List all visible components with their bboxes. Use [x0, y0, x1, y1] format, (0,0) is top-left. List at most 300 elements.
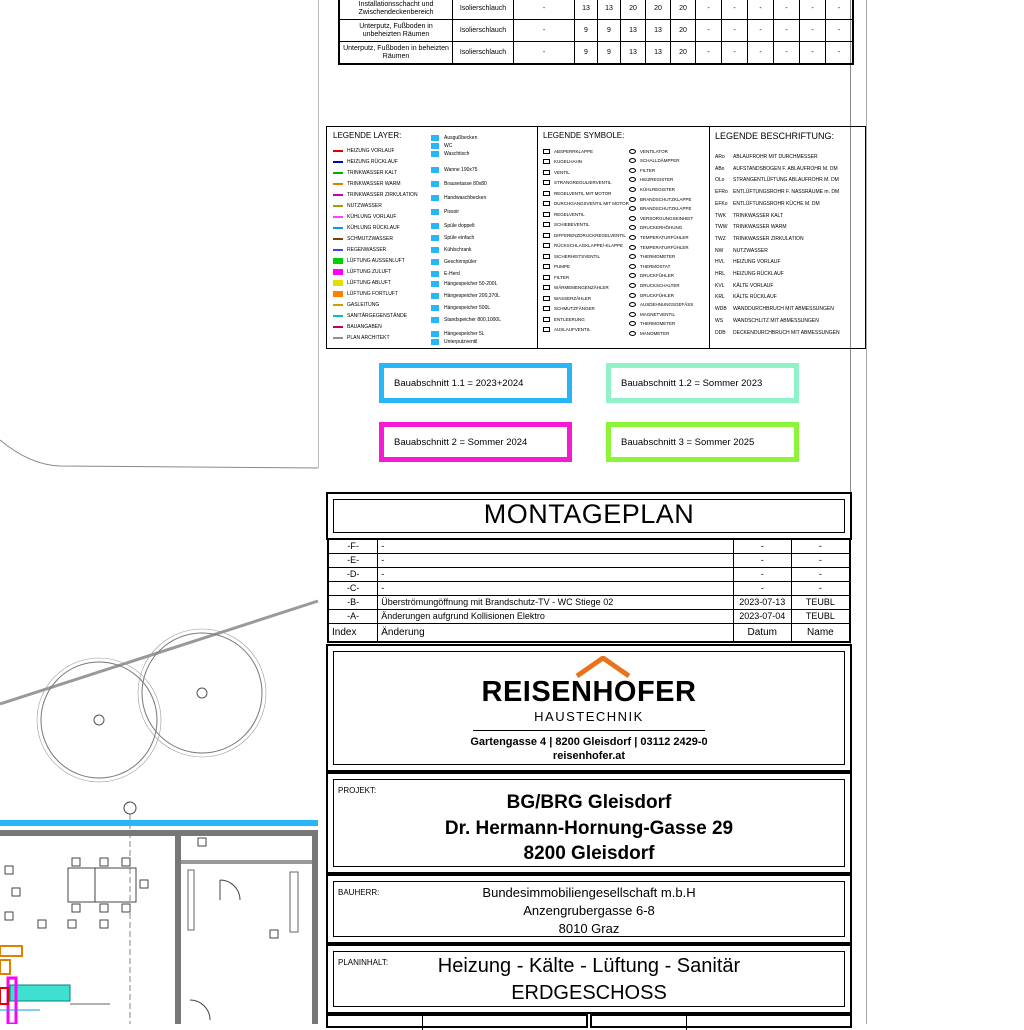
legend-label-text: ENTLÜFTUNGSROHR KÜCHE M. DM: [733, 200, 820, 207]
revision-change: -: [378, 539, 734, 554]
legend-symbol-item: [629, 243, 689, 251]
content-box: [326, 944, 852, 1014]
layer-line-swatch: [333, 269, 343, 275]
legend-object-label: Unterputzventil: [444, 339, 478, 345]
legend-object-item: [431, 291, 500, 301]
legend-object-label: Hängespeicher 500L: [444, 305, 491, 311]
legend-object-item: [431, 269, 460, 279]
legend-label-text: AUFSTANDSBOGEN F. ABLAUFROHR M. DM: [733, 165, 838, 172]
legend-object-item: [431, 279, 497, 289]
insulation-cell-value: 13: [621, 20, 646, 42]
legend-symbol-item: [543, 158, 582, 166]
legend-object-label: Hängespeicher 200,370L: [444, 293, 500, 299]
phase-2-box: [379, 422, 572, 462]
legend-symbol-item: [629, 281, 680, 289]
legend-symbol-label: ENTLEERUNG: [554, 316, 585, 322]
legend-symbol-label: MANOMETER: [640, 330, 670, 336]
legend-object-item: [431, 179, 487, 189]
revision-date: -: [733, 539, 791, 554]
legend-layer-item: [333, 213, 396, 221]
legend-symbol-label: FILTER: [640, 167, 656, 173]
symbol-icon: [543, 149, 550, 154]
client-box: [326, 874, 852, 944]
legend-layer-label: SANITÄRGEGENSTÄNDE: [347, 313, 408, 319]
legend-object-label: Wanne 190x75: [444, 167, 478, 173]
legend-symbol-item: [543, 305, 595, 313]
symbol-icon: [629, 283, 636, 288]
revision-change: -: [378, 568, 734, 582]
layer-line-swatch: [333, 172, 343, 174]
symbol-icon: [543, 191, 550, 196]
insulation-cell-material: Isolierschlauch: [453, 20, 514, 42]
insulation-cell-value: 13: [621, 42, 646, 65]
revision-row: [328, 610, 850, 624]
sheet-divider: [318, 0, 319, 468]
legend-symbol-label: SICHERHEITSVENTIL: [554, 253, 601, 259]
legend-symbol-item: [543, 315, 585, 323]
symbol-icon: [629, 264, 636, 269]
legend-symbol-label: REGELVENTIL MIT MOTOR: [554, 190, 612, 196]
phase-3-box: [606, 422, 799, 462]
revision-header-row: [328, 624, 850, 643]
legend-layer-label: HEIZUNG RÜCKLAUF: [347, 159, 398, 165]
legend-layer-title: LEGENDE LAYER:: [333, 131, 402, 140]
symbol-icon: [543, 212, 550, 217]
insulation-cell-value: 9: [598, 20, 621, 42]
insulation-cell-dash: -: [514, 0, 575, 20]
legend-layer-item: [333, 312, 407, 320]
insulation-cell-desc: Unterputz, Fußboden in unbeheizten Räumen: [339, 20, 453, 42]
legend-label-code: KVL: [715, 282, 725, 289]
legend-layer-label: BAUANGABEN: [347, 324, 382, 330]
fixture-icon: [431, 195, 439, 201]
revision-change: -: [378, 554, 734, 568]
company-address: Gartengasse 4 | 8200 Gleisdorf | 03112 2429-0: [470, 736, 708, 748]
legend-symbol-label: FILTER: [554, 274, 570, 280]
legend-symbol-label: ABSPERRKLAPPE: [554, 148, 594, 154]
legend-object-label: Hängespeicher 5L: [444, 331, 485, 337]
revision-name: -: [791, 568, 850, 582]
symbol-icon: [543, 170, 550, 175]
legend-symbol-item: [543, 242, 623, 250]
legend-object-label: Waschtisch: [444, 151, 470, 157]
legend-layer-item: [333, 334, 390, 342]
legend-label-item: [715, 153, 818, 161]
legend-label-code: HVL: [715, 259, 725, 266]
legend-layer-label: TRINKWASSER KALT: [347, 170, 398, 176]
legend-symbol-item: [629, 329, 669, 337]
legend-symbol-item: [543, 284, 609, 292]
layer-line-swatch: [333, 194, 343, 196]
phase-2-label: Bauabschnitt 2 = Sommer 2024: [394, 436, 528, 448]
layer-line-swatch: [333, 337, 343, 339]
legend-object-label: Brausetasse 80x80: [444, 181, 487, 187]
legend-label-code: TWK: [715, 212, 727, 219]
revision-name: Name: [791, 624, 850, 643]
legend-label-item: [715, 200, 820, 208]
company-name: REISENHOFER: [481, 676, 697, 708]
legend-object-item: [431, 165, 477, 175]
layer-line-swatch: [333, 216, 343, 218]
legend-label-text: TRINKWASSER KALT: [733, 212, 784, 219]
legend-symbol-label: SCHIEBEVENTIL: [554, 222, 590, 227]
legend-layer-label: LÜFTUNG ABLUFT: [347, 280, 391, 286]
legend-layer-label: LÜFTUNG ZULUFT: [347, 269, 392, 275]
legend-symbol-item: [629, 157, 680, 165]
legend-layer-label: SCHMUTZWASSER: [347, 236, 393, 242]
symbol-icon: [629, 177, 636, 182]
revision-row: [328, 568, 850, 582]
symbol-icon: [543, 222, 550, 227]
legend-symbol-item: [543, 189, 611, 197]
revision-index: -F-: [328, 539, 378, 554]
phase-1-1-box: [379, 363, 572, 403]
revision-row: [328, 539, 850, 554]
symbol-icon: [629, 302, 636, 307]
legend-symbol-item: [543, 147, 593, 155]
legend-symbol-item: [543, 273, 569, 281]
symbol-icon: [629, 206, 636, 211]
symbol-icon: [543, 317, 550, 322]
legend-symbol-item: [543, 326, 591, 334]
insulation-cell-value: -: [800, 20, 826, 42]
insulation-cell-value: 13: [646, 20, 671, 42]
legend-symbol-label: RÜCKSCHLAGKLAPPE/-KLAPPE: [554, 243, 624, 248]
legend-symbol-label: THERMOMETER: [640, 254, 676, 260]
insulation-cell-value: -: [748, 20, 774, 42]
symbol-icon: [629, 321, 636, 326]
layer-line-swatch: [333, 238, 343, 240]
insulation-cell-value: -: [696, 20, 722, 42]
legend-label-text: TRINKWASSER WARM: [733, 224, 787, 231]
legend-layer-label: TRINKWASSER ZIRKULATION: [347, 192, 418, 198]
fixture-icon: [431, 235, 439, 241]
legend-symbol-label: DRUCKERHÖHUNG: [640, 225, 683, 231]
revision-name: -: [791, 539, 850, 554]
legend-symbol-label: KUGELHAHN: [554, 159, 583, 164]
legend-symbol-item: [629, 176, 673, 184]
legend-symbol-label: THERMOSTAT: [640, 263, 671, 269]
revision-date: -: [733, 582, 791, 596]
legend-symbol-label: THERMOMETER: [640, 321, 676, 327]
legend-symbol-label: SCHMUTZFÄNGER: [554, 306, 595, 311]
legend-label-text: WANDSCHLITZ MIT ABMESSUNGEN: [733, 317, 819, 324]
legend-symbol-label: TEMPERATURFÜHLER: [640, 244, 689, 250]
insulation-cell-value: -: [696, 0, 722, 20]
legend-object-label: Ausgußbecken: [444, 135, 478, 141]
legend-layer-item: [333, 290, 398, 298]
insulation-cell-dash: -: [514, 20, 575, 42]
legend-layer-label: KÜHLUNG RÜCKLAUF: [347, 225, 400, 231]
legend-symbol-label: DURCHGANGSVENTIL MIT MOTOR: [554, 201, 629, 206]
symbol-icon: [629, 225, 636, 230]
company-divider: [473, 730, 705, 731]
frame-line-outer: [866, 0, 867, 1024]
legend-label-item: [715, 188, 839, 196]
legend-object-item: [431, 245, 472, 255]
insulation-cell-value: -: [722, 42, 748, 65]
insulation-row: [339, 20, 853, 42]
symbol-icon: [629, 187, 636, 192]
legend-symbols: [537, 127, 710, 348]
revision-index: Index: [328, 624, 378, 643]
symbol-icon: [543, 243, 550, 248]
legend-object-label: Spüle einfach: [444, 235, 475, 241]
legend-layer-item: [333, 191, 418, 199]
revision-date: -: [733, 554, 791, 568]
insulation-cell-value: -: [774, 0, 800, 20]
legend-label-title: LEGENDE BESCHRIFTUNG:: [715, 131, 835, 141]
legend-label-code: TWW: [715, 224, 728, 231]
legend-symbol-label: DRUCKFÜHLER: [640, 273, 675, 279]
legend-symbol-item: [629, 147, 668, 155]
legend-label-text: DECKENDURCHBRUCH MIT ABMESSUNGEN: [733, 329, 840, 336]
legend-layer-item: [333, 279, 391, 287]
legend-symbol-item: [629, 214, 693, 222]
revision-index: -B-: [328, 596, 378, 610]
company-web: reisenhofer.at: [552, 750, 626, 762]
legend-symbol-label: DIFFERENZDRUCKREGELVENTIL: [554, 232, 626, 238]
legend-label-item: [715, 165, 838, 173]
plan-title: MONTAGEPLAN: [483, 499, 695, 529]
legend-object-label: Handwaschbecken: [444, 195, 487, 201]
legend-object-item: [431, 193, 486, 203]
legend-object-label: Kühlschrank: [444, 247, 472, 253]
revision-date: -: [733, 568, 791, 582]
legend-label-item: [715, 176, 839, 184]
insulation-cell-value: 20: [621, 0, 646, 20]
legend-label-text: WANDDURCHBRUCH MIT ABMESSUNGEN: [733, 306, 834, 313]
legend-symbol-item: [629, 205, 692, 213]
symbol-icon: [629, 197, 636, 202]
symbol-icon: [629, 216, 636, 221]
layer-line-swatch: [333, 326, 343, 328]
revision-date: 2023-07-04: [733, 610, 791, 624]
symbol-icon: [629, 293, 636, 298]
symbol-icon: [543, 327, 550, 332]
phase-1-2-label: Bauabschnitt 1.2 = Sommer 2023: [621, 377, 763, 389]
legend-symbol-item: [629, 262, 670, 270]
legend-symbol-label: VERSORGUNGSEINHEIT: [640, 215, 694, 221]
legend-layer-item: [333, 169, 397, 177]
legend-symbol-item: [629, 291, 674, 299]
bottom-box-right: [590, 1014, 852, 1028]
legend-label-item: [715, 258, 781, 266]
legend-label-code: TWZ: [715, 235, 726, 242]
legend-symbol-item: [543, 221, 590, 229]
legend-label-item: [715, 317, 819, 325]
legend-symbol-item: [543, 200, 629, 208]
legend-object-label: E-Herd: [444, 271, 460, 277]
legend-object-label: Hängespeicher 50-200L: [444, 281, 498, 287]
project-line-2: Dr. Hermann-Hornung-Gasse 29: [444, 818, 734, 839]
legend-symbol-item: [543, 210, 585, 218]
revision-row: [328, 582, 850, 596]
insulation-cell-value: -: [826, 42, 854, 65]
legend-layer-item: [333, 180, 401, 188]
revision-index: -E-: [328, 554, 378, 568]
layer-line-swatch: [333, 227, 343, 229]
legend-layer-item: [333, 202, 382, 210]
company-box: [326, 644, 852, 772]
insulation-row: [339, 42, 853, 65]
revision-name: TEUBL: [791, 596, 850, 610]
legend-symbol-item: [629, 195, 692, 203]
symbol-icon: [543, 264, 550, 269]
legend-symbol-item: [629, 185, 675, 193]
layer-line-swatch: [333, 150, 343, 152]
insulation-cell-value: 20: [646, 0, 671, 20]
fixture-icon: [431, 167, 439, 173]
legend-layer-label: GASLEITUNG: [347, 302, 380, 308]
legend-label-code: ABo: [715, 165, 725, 172]
fixture-icon: [431, 223, 439, 229]
insulation-cell-material: Isolierschlauch: [453, 42, 514, 65]
insulation-cell-value: -: [800, 42, 826, 65]
insulation-cell-value: 13: [646, 42, 671, 65]
revision-table: [327, 538, 851, 643]
legend-layer-item: [333, 235, 393, 243]
legend-object-item: [431, 315, 501, 325]
insulation-cell-value: -: [774, 20, 800, 42]
legend-object-label: Geschirrspüler: [444, 259, 477, 265]
revision-index: -C-: [328, 582, 378, 596]
insulation-cell-desc: Unterputz, Fußboden in beheizten Räumen: [339, 42, 453, 65]
fixture-icon: [431, 247, 439, 253]
legend-label-item: [715, 329, 840, 337]
content-line-2: ERDGESCHOSS: [511, 982, 667, 1004]
insulation-cell-value: 13: [598, 0, 621, 20]
legend-symbol-label: WÄRMEMENGENZÄHLER: [554, 285, 609, 290]
floor-plan-drawing: [0, 0, 330, 1024]
symbol-icon: [543, 285, 550, 290]
insulation-cell-value: 9: [575, 20, 598, 42]
legend-label-text: HEIZUNG RÜCKLAUF: [733, 271, 784, 277]
legend-symbol-item: [543, 263, 570, 271]
phase-1-2-box: [606, 363, 799, 403]
insulation-cell-value: -: [748, 42, 774, 65]
fixture-icon: [431, 281, 439, 287]
legend-object-label: Standspeicher 800,1000L: [444, 317, 501, 323]
fixture-icon: [431, 259, 439, 265]
legend-layer-label: PLAN ARCHITEKT: [347, 335, 390, 341]
legend-symbol-title: LEGENDE SYMBOLE:: [543, 131, 625, 140]
revision-name: TEUBL: [791, 610, 850, 624]
symbol-icon: [543, 201, 550, 206]
legend-layer-label: LÜFTUNG FORTLUFT: [347, 291, 399, 297]
symbol-icon: [629, 149, 636, 154]
legend-object-item: [431, 233, 474, 243]
legend-label-text: ENTLÜFTUNGSROHR F. NASSRÄUME m. DM: [733, 189, 840, 196]
insulation-cell-value: -: [800, 0, 826, 20]
legend-object-label: Pissoir: [444, 209, 460, 215]
legend-object-item: [431, 337, 477, 347]
legend-labels: [709, 127, 865, 348]
symbol-icon: [543, 306, 550, 311]
insulation-cell-value: 13: [575, 0, 598, 20]
insulation-cell-value: 9: [598, 42, 621, 65]
legend-label-item: [715, 282, 773, 290]
legend-panel: [326, 126, 866, 349]
legend-layer-item: [333, 268, 391, 276]
phase-3-label: Bauabschnitt 3 = Sommer 2025: [621, 436, 755, 448]
symbol-icon: [629, 158, 636, 163]
legend-label-item: [715, 305, 834, 313]
project-box: [326, 772, 852, 874]
legend-symbol-label: HEIZREGISTER: [640, 177, 674, 183]
legend-layer-item: [333, 246, 386, 254]
symbol-icon: [543, 180, 550, 185]
symbol-icon: [629, 168, 636, 173]
legend-symbol-label: TEMPERATURFÜHLER: [640, 234, 689, 240]
fixture-icon: [431, 181, 439, 187]
insulation-cell-value: -: [748, 0, 774, 20]
legend-symbol-item: [543, 168, 570, 176]
insulation-cell-value: -: [826, 0, 854, 20]
fixture-icon: [431, 151, 439, 157]
legend-symbol-label: MAGNETVENTIL: [640, 311, 676, 317]
legend-label-item: [715, 293, 777, 301]
legend-symbol-label: PUMPE: [554, 264, 571, 269]
legend-symbol-item: [629, 233, 689, 241]
revision-change: Änderung: [378, 624, 734, 643]
legend-object-item: [431, 257, 477, 267]
legend-symbol-item: [629, 272, 674, 280]
legend-label-code: WS: [715, 317, 724, 324]
legend-label-item: [715, 223, 787, 231]
legend-symbol-label: BRANDSCHUTZKLAPPE: [640, 206, 692, 212]
legend-symbol-item: [543, 294, 591, 302]
legend-layer-label: KÜHLUNG VORLAUF: [347, 214, 397, 220]
legend-label-item: [715, 212, 783, 220]
client-line-3: 8010 Graz: [558, 921, 620, 936]
legend-label-text: NUTZWASSER: [733, 247, 768, 254]
legend-layer-label: REGENWASSER: [347, 247, 387, 253]
revision-date: 2023-07-13: [733, 596, 791, 610]
legend-object-item: [431, 221, 475, 231]
legend-symbol-item: [629, 224, 682, 232]
legend-symbol-label: STRANGREGULIERVENTIL: [554, 180, 612, 185]
fixture-icon: [431, 317, 439, 323]
insulation-cell-dash: -: [514, 42, 575, 65]
insulation-cell-value: -: [826, 20, 854, 42]
legend-label-code: DDB: [715, 329, 726, 336]
legend-layer-label: NUTZWASSER: [347, 203, 382, 209]
insulation-cell-value: 20: [671, 42, 696, 65]
legend-layer-item: [333, 147, 395, 155]
legend-symbol-item: [629, 310, 675, 318]
layer-line-swatch: [333, 249, 343, 251]
title-box: [326, 492, 852, 540]
legend-symbol-label: DRUCKSCHALTER: [640, 282, 680, 288]
legend-symbol-label: WASSERZÄHLER: [554, 295, 592, 301]
revision-row: [328, 554, 850, 568]
layer-line-swatch: [333, 304, 343, 306]
legend-symbol-item: [629, 166, 655, 174]
insulation-cell-value: -: [696, 42, 722, 65]
layer-line-swatch: [333, 258, 343, 264]
insulation-cell-value: -: [774, 42, 800, 65]
legend-symbol-label: REGELVENTIL: [554, 211, 585, 217]
fixture-icon: [431, 339, 439, 345]
legend-label-text: STRANGENTLÜFTUNG ABLAUFROHR M. DM: [733, 177, 839, 184]
legend-object-item: [431, 149, 469, 159]
project-line-3: 8200 Gleisdorf: [523, 843, 655, 864]
legend-symbol-label: AUSLAUFVENTIL: [554, 327, 591, 332]
content-label: PLANINHALT:: [338, 958, 389, 967]
revision-change: Änderungen aufgrund Kollisionen Elektro: [378, 610, 734, 624]
symbol-icon: [543, 159, 550, 164]
